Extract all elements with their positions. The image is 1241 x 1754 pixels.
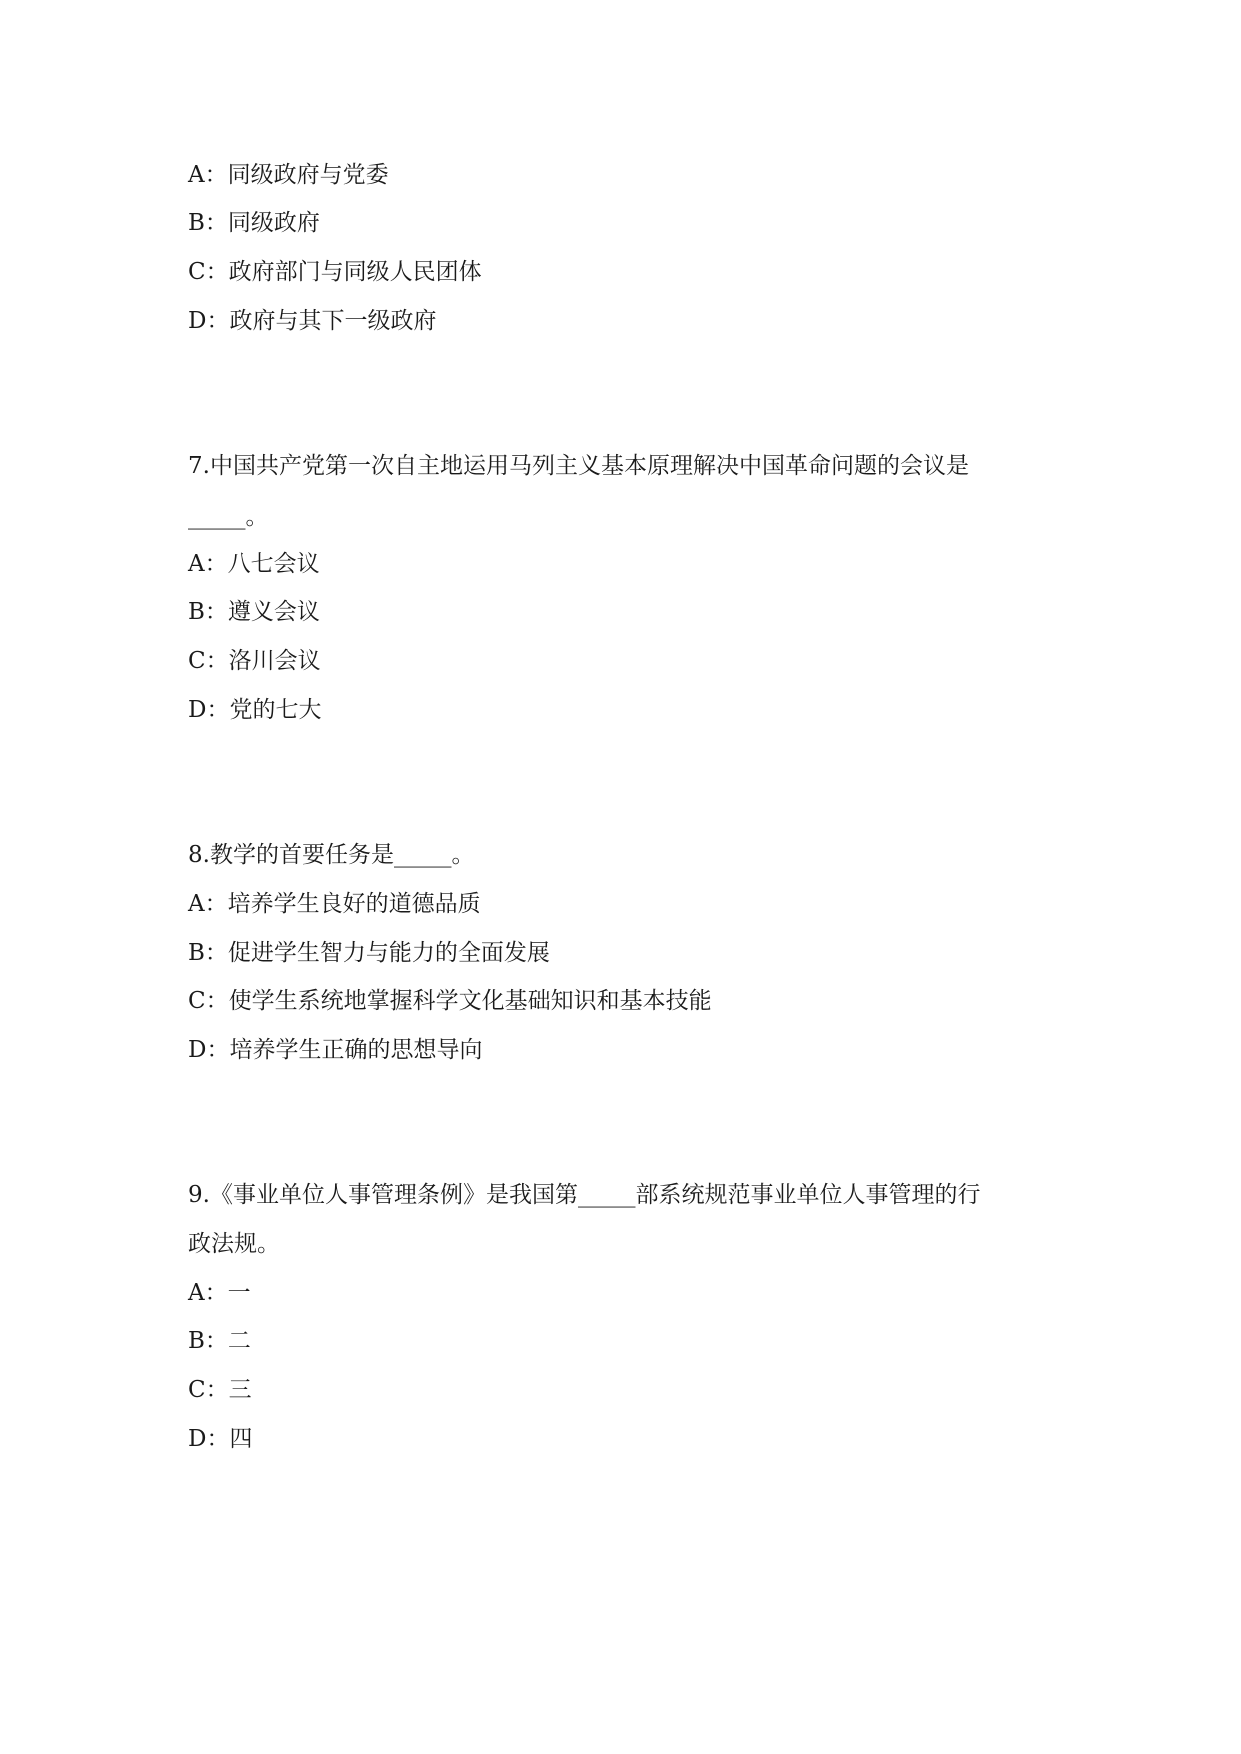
q6-option-a: A：同级政府与党委 [188,162,389,188]
q6-option-c: C：政府部门与同级人民团体 [188,259,482,285]
q9-stem-line1: 9.《事业单位人事管理条例》是我国第_____部系统规范事业单位人事管理的行 [188,1182,981,1208]
q8-option-a: A：培养学生良好的道德品质 [188,891,481,917]
q7-option-d: D：党的七大 [188,697,322,723]
q7-stem-line2: _____。 [188,504,269,530]
q7-option-c: C：洛川会议 [188,648,321,674]
q6-option-d: D：政府与其下一级政府 [188,308,437,334]
q6-option-b: B：同级政府 [188,210,320,236]
q9-stem-line2: 政法规。 [188,1231,280,1257]
q8-option-d: D：培养学生正确的思想导向 [188,1037,483,1063]
q7-option-b: B：遵义会议 [188,599,320,625]
q7-option-a: A：八七会议 [188,551,320,577]
q9-option-b: B：二 [188,1328,251,1354]
q8-option-c: C：使学生系统地掌握科学文化基础知识和基本技能 [188,988,712,1014]
q8-option-b: B：促进学生智力与能力的全面发展 [188,940,550,966]
q8-stem-line1: 8.教学的首要任务是_____。 [188,842,475,868]
q9-option-d: D：四 [188,1426,253,1452]
q7-stem-line1: 7.中国共产党第一次自主地运用马列主义基本原理解决中国革命问题的会议是 [188,453,969,479]
q9-option-a: A：一 [188,1280,251,1306]
q9-option-c: C：三 [188,1377,252,1403]
